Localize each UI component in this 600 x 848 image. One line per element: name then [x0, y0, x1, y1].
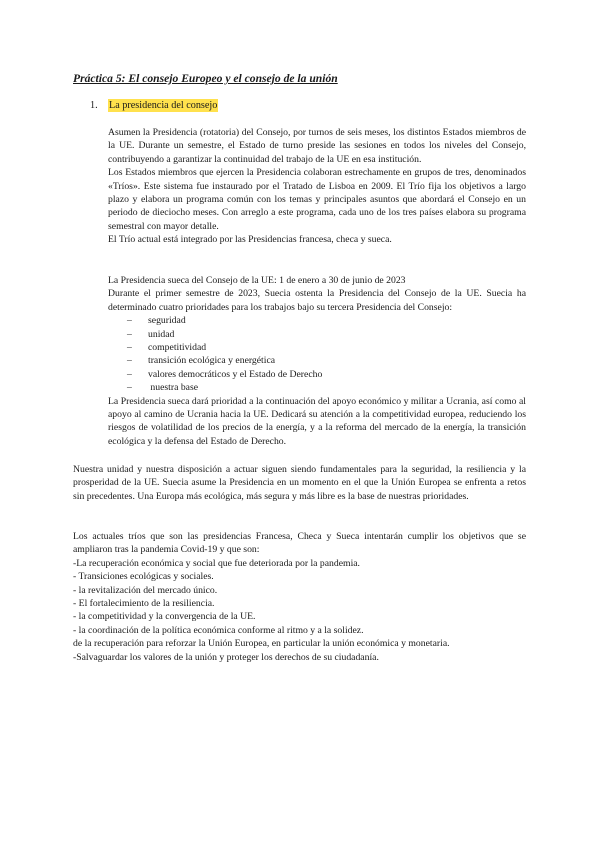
list-item: - la revitalización del mercado único. — [73, 584, 218, 596]
list-item: – seguridad — [108, 314, 526, 327]
list-item: – valores democráticos y el Estado de Derecho — [108, 368, 526, 381]
priorities-list — [108, 314, 526, 394]
sweden-block — [108, 274, 526, 448]
list-item: -La recuperación económica y social que fue deteriorada por la pandemia. — [73, 557, 360, 569]
sweden-body: La Presidencia sueca dará prioridad a la continuación del apoyo económico y militar a Ucrania, así como al apoyo al camino de Ucrania hacia la UE. Dedicará su atención a la competitividad europea, reduciendo los riesgos de volatilidad de los precios de la energía, y a la reforma del mercado de la energía, la transición ecológica y la defensa del Estado de Derecho. — [108, 395, 526, 447]
list-item: – nuestra base — [108, 381, 526, 394]
trios-block — [73, 530, 526, 664]
sweden-heading: La Presidencia sueca del Consejo de la UE: 1 de enero a 30 de junio de 2023 — [108, 275, 406, 286]
section-number: 1. — [90, 100, 98, 111]
intro-paragraph: Asumen la Presidencia (rotatoria) del Consejo, por turnos de seis meses, los distintos Estados miembros de la UE. Durante un semestre, el Estado de turno preside las sesiones en todos los niveles del Consejo, contribuyendo a garantizar la continuidad del trabajo de la UE en esa institución. — [108, 127, 526, 165]
section-heading — [90, 100, 218, 111]
list-item: - la competitividad y la convergencia de la UE. — [73, 611, 256, 623]
sweden-lead: Durante el primer semestre de 2023, Suecia ostenta la Presidencia del Consejo de la UE. Suecia ha determinado cuatro prioridades para los trabajos bajo su tercera Presidencia del Consejo: — [108, 288, 526, 313]
list-item: - la coordinación de la política económica conforme al ritmo y a la solidez. — [73, 624, 364, 636]
list-item: -Salvaguardar los valores de la unión y proteger los derechos de su ciudadanía. — [73, 651, 379, 663]
section-label: La presidencia del consejo — [109, 100, 218, 111]
unity-paragraph: Nuestra unidad y nuestra disposición a actuar siguen siendo fundamentales para la seguridad, la resiliencia y la prosperidad de la UE. Suecia asume la Presidencia en un momento en el que la Unión Europea se enfrenta a retos sin precedentes. Una Europa más ecológica, más segura y más libre es la base de nuestras prioridades. — [73, 464, 526, 502]
document-title: Práctica 5: El consejo Europeo y el consejo de la unión — [73, 72, 338, 85]
list-item: - El fortalecimiento de la resiliencia. — [73, 598, 215, 610]
intro-block — [108, 126, 526, 247]
list-item: – competitividad — [108, 341, 526, 354]
intro-paragraph: Los Estados miembros que ejercen la Presidencia colaboran estrechamente en grupos de tres, denominados «Tríos». Este sistema fue instaurado por el Tratado de Lisboa en 2009. El Trío fija los objetivos a largo plazo y elabora un programa común con los temas y principales asuntos que abordará el Consejo en un periodo de dieciocho meses. Con arreglo a este programa, cada uno de los tres países elabora su programa semestral con mayor detalle. — [108, 167, 526, 232]
list-item: de la recuperación para reforzar la Unión Europea, en particular la unión económica y monetaria. — [73, 638, 450, 650]
list-item: - Transiciones ecológicas y sociales. — [73, 571, 214, 583]
trios-lead: Los actuales tríos que son las presidencias Francesa, Checa y Sueca intentarán cumplir los objetivos que se ampliaron tras la pandemia Covid-19 y que son: — [73, 531, 526, 556]
list-item: – transición ecológica y energética — [108, 354, 526, 367]
list-item: – unidad — [108, 328, 526, 341]
unity-block — [73, 463, 526, 503]
intro-paragraph: El Trío actual está integrado por las Presidencias francesa, checa y sueca. — [108, 234, 392, 246]
